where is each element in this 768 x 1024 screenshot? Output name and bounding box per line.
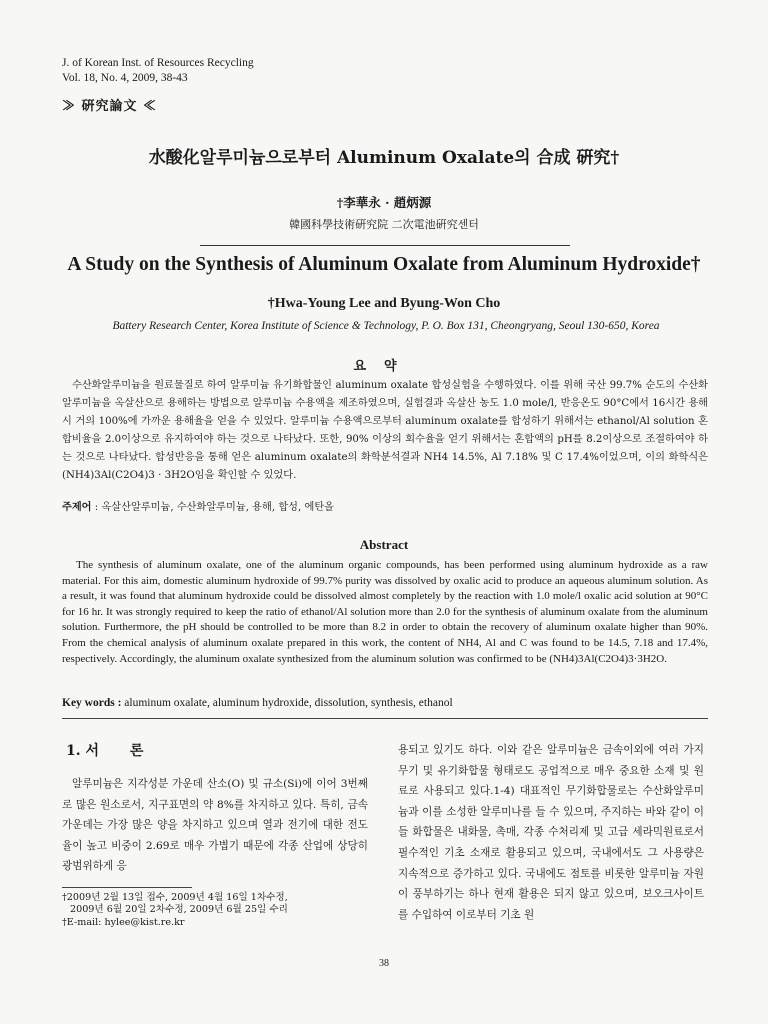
intro-left-paragraph: 알루미늄은 지각성분 가운데 산소(O) 및 규소(Si)에 이어 3번째로 많은 원소로서, 지구표면의 약 8%를 차지하고 있다. 특히, 금속 가운데는 가장 많은 양을 차지하고 있으며 열과 전기에 대한 전도율이 높고 비중이 2.69로 매우 가볍기 때문에 각종 산업에 상당히 광범위하게 응 xyxy=(62,778,368,873)
english-keywords-label: Key words : xyxy=(62,697,122,709)
footnotes xyxy=(62,892,362,929)
korean-keywords-list: : 옥살산알루미늄, 수산화알루미늄, 용해, 합성, 에탄올 xyxy=(94,502,335,513)
english-keywords xyxy=(62,697,708,709)
korean-keywords-label: 주제어 xyxy=(62,501,92,513)
intro-right-paragraph: 용되고 있기도 하다. 이와 같은 알루미늄은 금속이외에 여러 가지 무기 및 유기화합물 형태로도 공업적으로 매우 중요한 소재 및 원료로 사용되고 있다.1-4) 대표적인 무기화합물로는 수산화알루미늄과 이를 소성한 알루미나를 들 수 있으며, 주지하는 바와 같이 이들 화합물은 내화물, 촉매, 각종 수처리제 및 고급 세라믹원료로서 필수적인 기초 소재로 활용되고 있으며, 국내에서도 그 사용량은 지속적으로 증가하고 있다. 국내에도 점토를 비롯한 알루미늄 자원이 풍부하기는 하나 현재 활용은 되지 않고 있으며, 보오크사이트를 수입하여 이로부터 기초 원 xyxy=(398,744,704,921)
intro-number: 1. xyxy=(66,743,81,759)
korean-abstract-body: 수산화알루미늄을 원료물질로 하여 알루미늄 유기화합물인 aluminum oxalate 합성실험을 수행하였다. 이를 위해 국산 99.7% 순도의 수산화알루미늄을 옥살산으로 용해하는 방법으로 알루미늄 수용액을 제조하였으며, 실험결과 옥살산 농도 1.0 mole/l, 반응온도 90°C에서 16시간 용해시 거의 100%에 가까운 용해율을 얻을 수 있었다. 알루미늄 수용액으로부터 aluminum oxalate를 합성하기 위해서는 ethanol/Al solution 혼합비율을 2.0이상으로 유지하여야 하는 것으로 나타났다. 또한, 90% 이상의 회수율을 얻기 위해서는 혼합액의 pH를 8.2이상으로 조절하여야 하는 것으로 나타났다. 합성반응을 통해 얻은 aluminum oxalate의 화학분석결과 NH4 14.5%, Al 7.18% 및 C 17.4%이었으며, 이의 화학식은 (NH4)3Al(C2O4)3 · 3H2O임을 확인할 수 있었다. xyxy=(62,380,708,481)
journal-volume: Vol. 18, No. 4, 2009, 38-43 xyxy=(62,72,188,84)
korean-authors: †李華永 · 趙炳源 xyxy=(336,195,432,210)
page-number: 38 xyxy=(379,958,389,969)
title-divider xyxy=(200,245,570,246)
korean-affiliation: 韓國科學技術硏究院 二次電池硏究센터 xyxy=(289,218,479,231)
keywords-divider xyxy=(62,718,708,719)
section-tag: ≫ 硏究論文 ≪ xyxy=(62,99,158,114)
english-affiliation: Battery Research Center, Korea Institute of Science & Technology, P. O. Box 131, Cheongryang, Seoul 130-650, Korea xyxy=(112,320,660,332)
footnote-received: †2009년 2월 13일 접수, 2009년 4월 16일 1차수정, xyxy=(62,892,288,903)
intro-heading-a: 서 xyxy=(85,743,126,759)
intro-heading xyxy=(66,740,368,760)
english-authors: †Hwa-Young Lee and Byung-Won Cho xyxy=(267,296,501,311)
footnote-divider xyxy=(62,887,192,888)
intro-heading-b: 론 xyxy=(129,743,144,759)
footnote-revised: 2009년 6월 20일 2차수정, 2009년 6월 25일 수리 xyxy=(70,904,288,916)
korean-title: 水酸化알루미늄으로부터 Aluminum Oxalate의 合成 硏究† xyxy=(148,148,620,168)
korean-keywords xyxy=(62,498,708,513)
journal-header xyxy=(62,56,254,86)
footnote-email: †E-mail: hylee@kist.re.kr xyxy=(62,916,185,928)
body-column-left xyxy=(62,740,368,877)
english-abstract-heading: Abstract xyxy=(359,537,409,552)
body-column-right xyxy=(398,740,704,925)
english-title: A Study on the Synthesis of Aluminum Oxalate from Aluminum Hydroxide† xyxy=(67,254,701,275)
english-abstract-body: The synthesis of aluminum oxalate, one of the aluminum organic compounds, has been performed using aluminum hydroxide as a raw material. For this aim, domestic aluminum hydroxide of 99.7% purity was dissolved by oxalic acid to produce an aqueous aluminum solution. As a result, it was found that aluminum hydroxide could be dissolved almost completely by the reaction with 1.0 mole/l oxalic acid solution at 90°C for 16 hr. It was strongly required to keep the ratio of ethanol/Al solution more than 2.0 for the synthesis of aluminum oxalate from the aluminum solution. Furthermore, the pH should be controlled to be more than 8.2 in order to obtain the recovery of aluminum oxalate higher than 90%. From the chemical analysis of aluminum oxalate prepared in this work, the content of NH4, Al and C was found to be 14.5, 7.18 and 17.4%, respectively. Accordingly, the aluminum oxalate synthesized from the aluminum solution was confirmed to be (NH4)3Al(C2O4)3·3H2O. xyxy=(62,559,708,665)
journal-name: J. of Korean Inst. of Resources Recycling xyxy=(62,57,254,69)
korean-abstract-heading: 요약 xyxy=(353,359,415,374)
english-keywords-list: aluminum oxalate, aluminum hydroxide, dissolution, synthesis, ethanol xyxy=(124,697,453,709)
